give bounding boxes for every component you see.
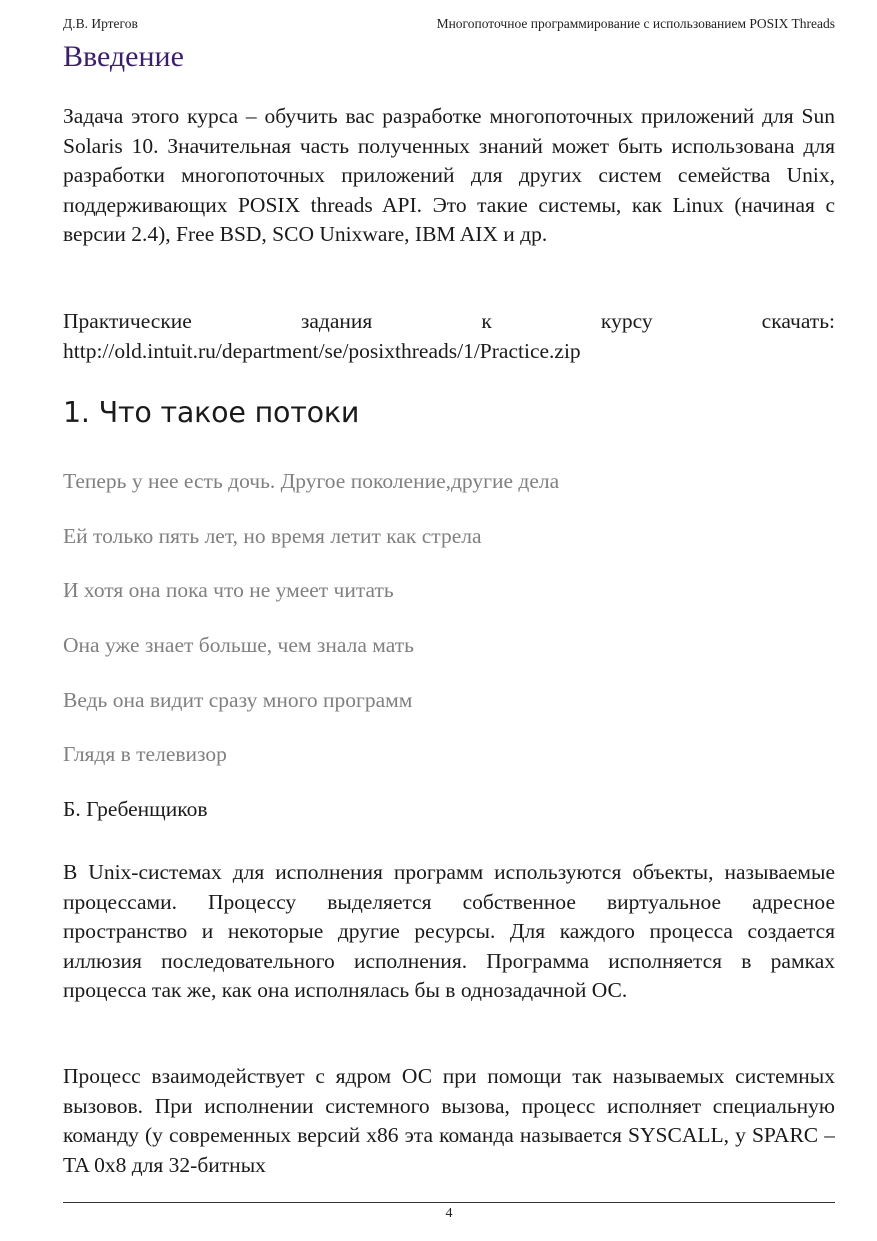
epigraph-line: И хотя она пока что не умеет читать xyxy=(63,578,394,602)
practice-word: к xyxy=(481,309,492,333)
section-heading: 1. Что такое потоки xyxy=(63,396,360,429)
epigraph-line: Ей только пять лет, но время летит как стрела xyxy=(63,524,482,548)
epigraph-line: Теперь у нее есть дочь. Другое поколение,другие дела xyxy=(63,469,560,493)
intro-paragraph: Задача этого курса – обучить вас разработке многопоточных приложений для Sun Solaris 10. Значительная часть полученных знаний может быть использована для разработки многопоточных приложений для других систем семейства Unix, поддерживающих POSIX threads API. Это такие системы, как Linux (начиная с версии 2.4), Free BSD, SCO Unixware, IBM AIX и др. xyxy=(63,104,835,247)
header-author: Д.В. Иртегов xyxy=(63,16,138,31)
practice-word: задания xyxy=(300,309,373,333)
syscall-paragraph: Процесс взаимодействует с ядром ОС при помощи так называемых системных вызовов. При исполнении системного вызова, процесс исполняет специальную команду (у современных версий x86 эта команда называется SYSCALL, у SPARC – TA 0x8 для 32-битных xyxy=(63,1064,835,1177)
epigraph-line: Ведь она видит сразу много программ xyxy=(63,688,413,712)
page-number: 4 xyxy=(445,1206,453,1221)
practice-text-line xyxy=(63,307,835,337)
footer-divider xyxy=(63,1202,835,1203)
practice-word: курсу xyxy=(600,309,653,333)
practice-paragraph xyxy=(63,307,835,366)
epigraph-attribution: Б. Гребенщиков xyxy=(63,797,208,821)
practice-url: http://old.intuit.ru/department/se/posixthreads/1/Practice.zip xyxy=(63,338,581,363)
unix-processes-paragraph: В Unix-системах для исполнения программ используются объекты, называемые процессами. Процессу выделяется собственное виртуальное адресное пространство и некоторые другие ресурсы. Для каждого процесса создается иллюзия последовательного исполнения. Программа исполняется в рамках процесса так же, как она исполнялась бы в однозадачной ОС. xyxy=(63,860,835,1003)
header-book-title: Многопоточное программирование с использованием POSIX Threads xyxy=(436,16,835,31)
intro-heading: Введение xyxy=(63,40,184,73)
document-page xyxy=(63,0,835,1241)
practice-word: скачать: xyxy=(761,309,835,333)
epigraph-line: Глядя в телевизор xyxy=(63,742,227,766)
epigraph-line: Она уже знает больше, чем знала мать xyxy=(63,633,414,657)
practice-word: Практические xyxy=(63,309,192,333)
